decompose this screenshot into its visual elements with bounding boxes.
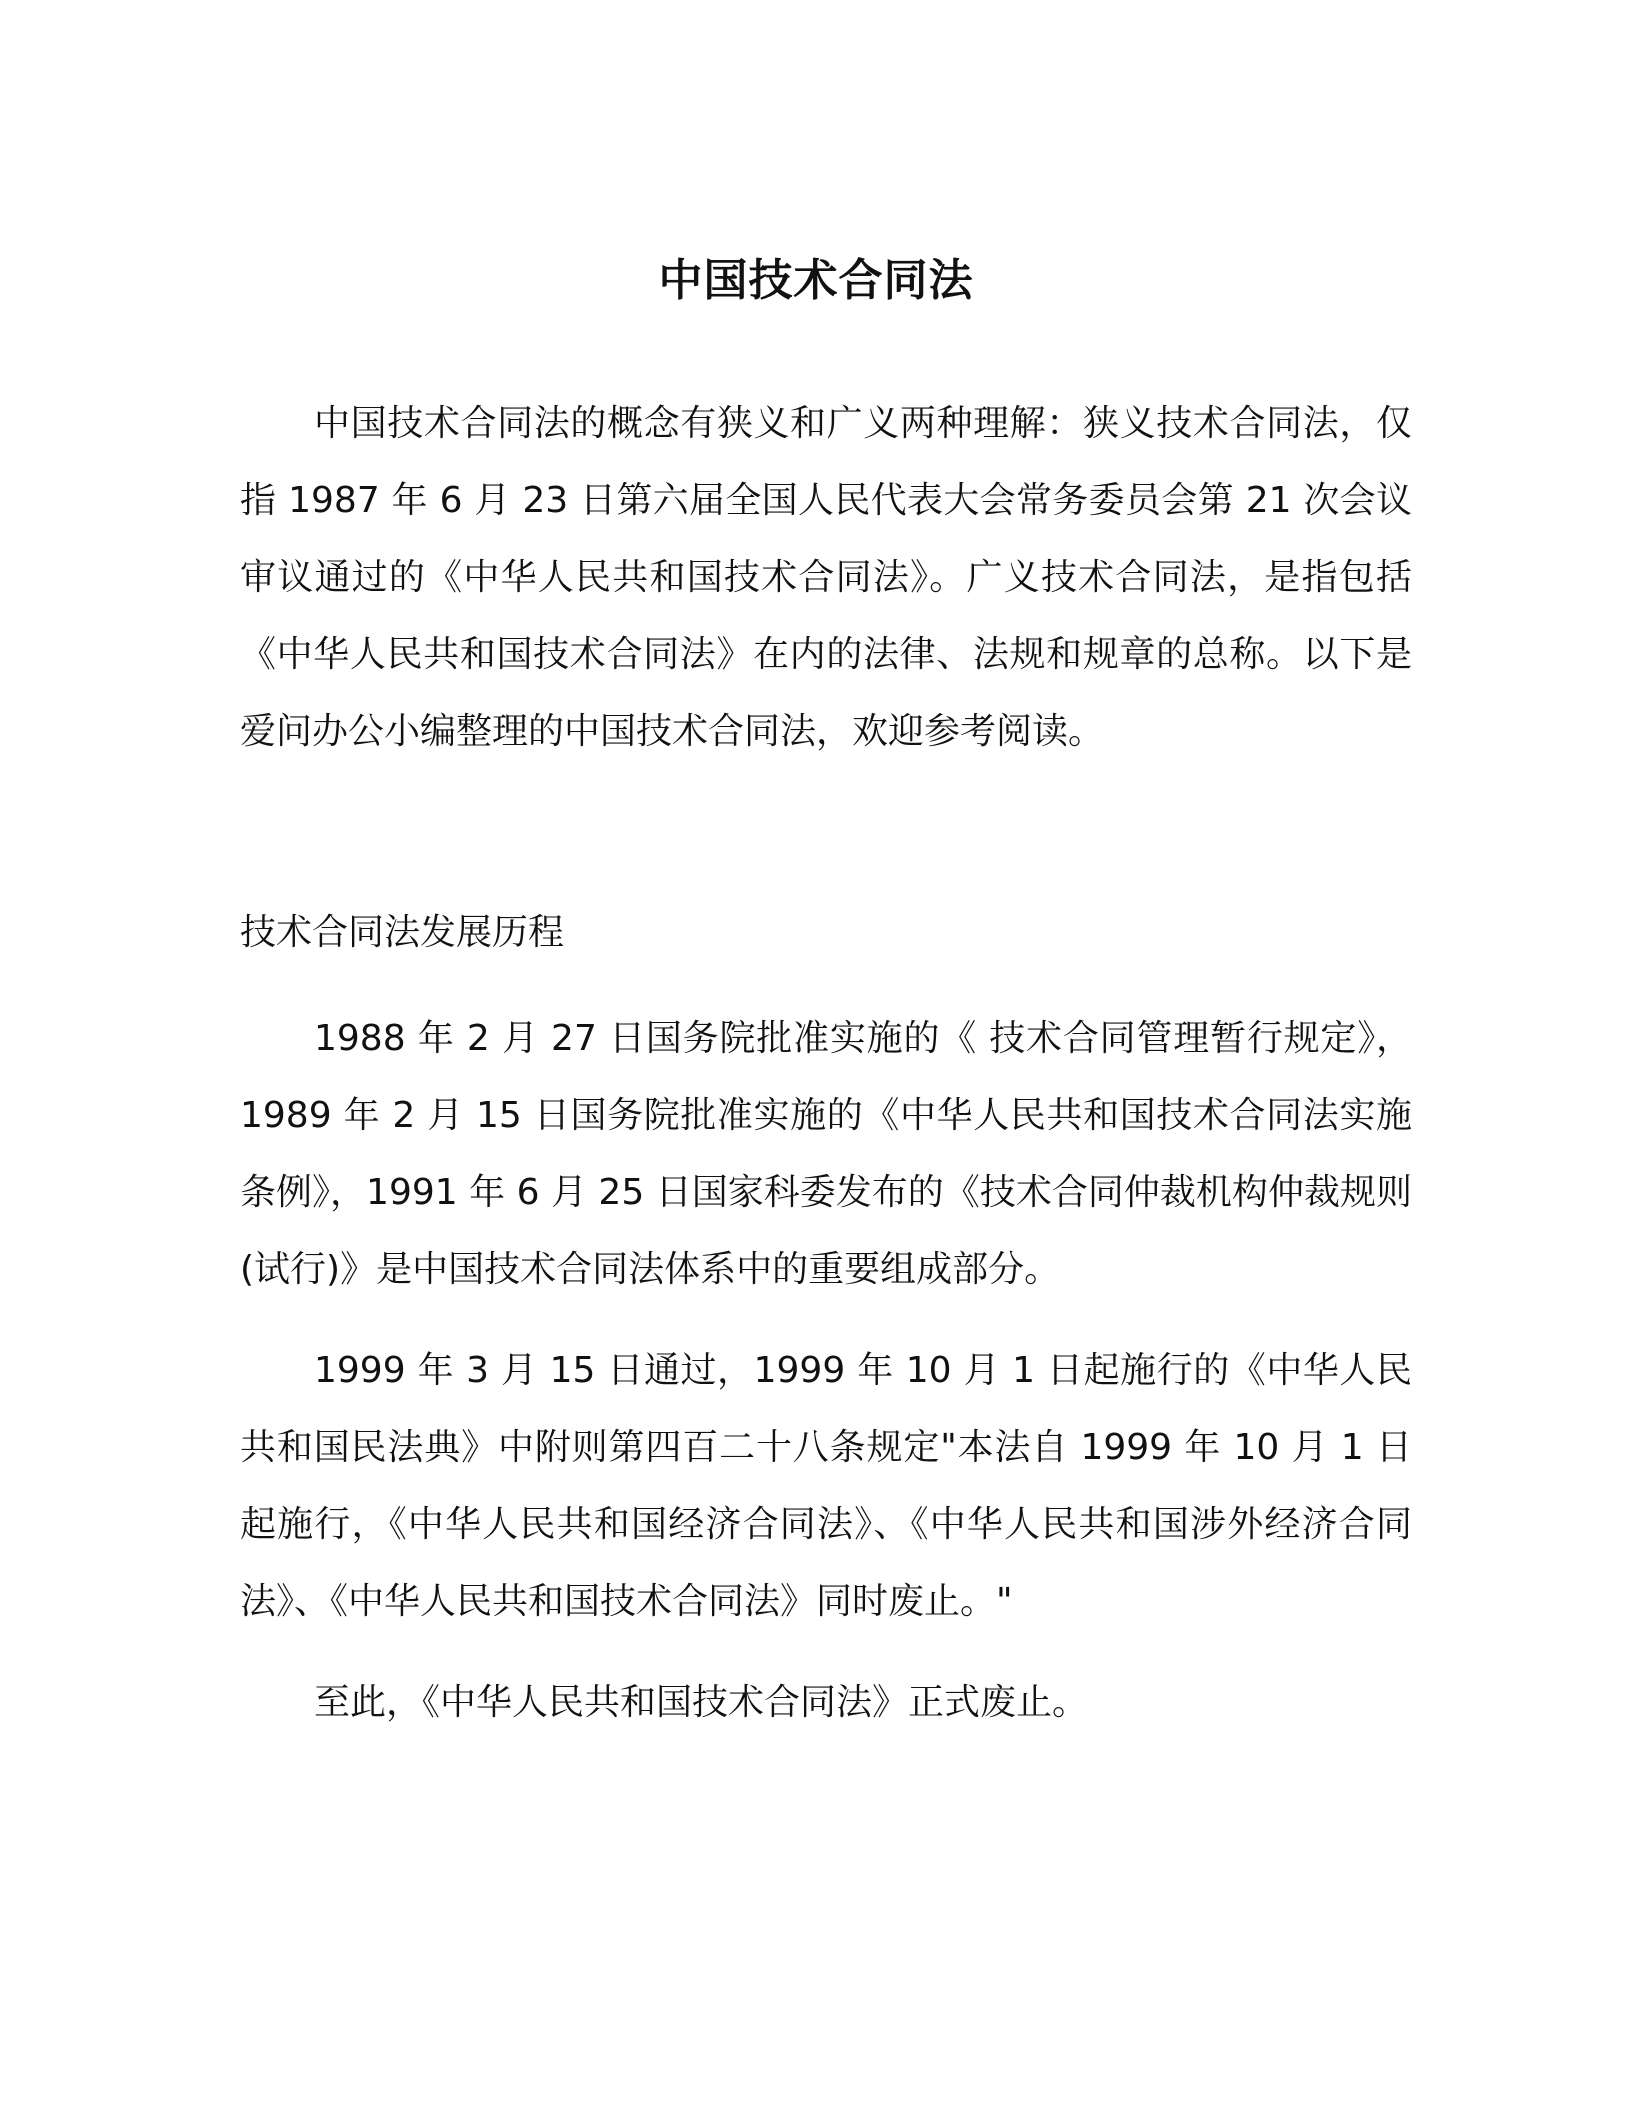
history-paragraph-3: 至此，《中华人民共和国技术合同法》正式废止。 — [314, 1682, 1089, 1723]
intro-section — [240, 385, 1412, 770]
document-title: 中国技术合同法 — [658, 255, 974, 307]
history-paragraph-1: 1988 年 2 月 27 日国务院批准实施的《 技术合同管理暂行规定》，1989 年 2 月 15 日国务院批准实施的《中华人民共和国技术合同法实施条例》，1991 年 6 月 25 日国家科委发布的《技术合同仲裁机构仲裁规则(试行)》是中国技术合同法体系中的重要组成部分。 — [240, 1018, 1412, 1290]
section-heading: 技术合同法发展历程 — [240, 912, 565, 953]
intro-paragraph: 中国技术合同法的概念有狭义和广义两种理解：狭义技术合同法，仅指 1987 年 6 月 23 日第六届全国人民代表大会常务委员会第 21 次会议审议通过的《中华人民共和国技术合同法》。广义技术合同法，是指包括《中华人民共和国技术合同法》在内的法律、法规和规章的总称。以下是爱问办公小编整理的中国技术合同法，欢迎参考阅读。 — [240, 403, 1412, 752]
history-section — [240, 1000, 1412, 1741]
history-paragraph-2: 1999 年 3 月 15 日通过，1999 年 10 月 1 日起施行的《中华人民共和国民法典》中附则第四百二十八条规定"本法自 1999 年 10 月 1 日起施行，《中华人民共和国经济合同法》、《中华人民共和国涉外经济合同法》、《中华人民共和国技术合同法》同时废止。" — [240, 1350, 1412, 1622]
